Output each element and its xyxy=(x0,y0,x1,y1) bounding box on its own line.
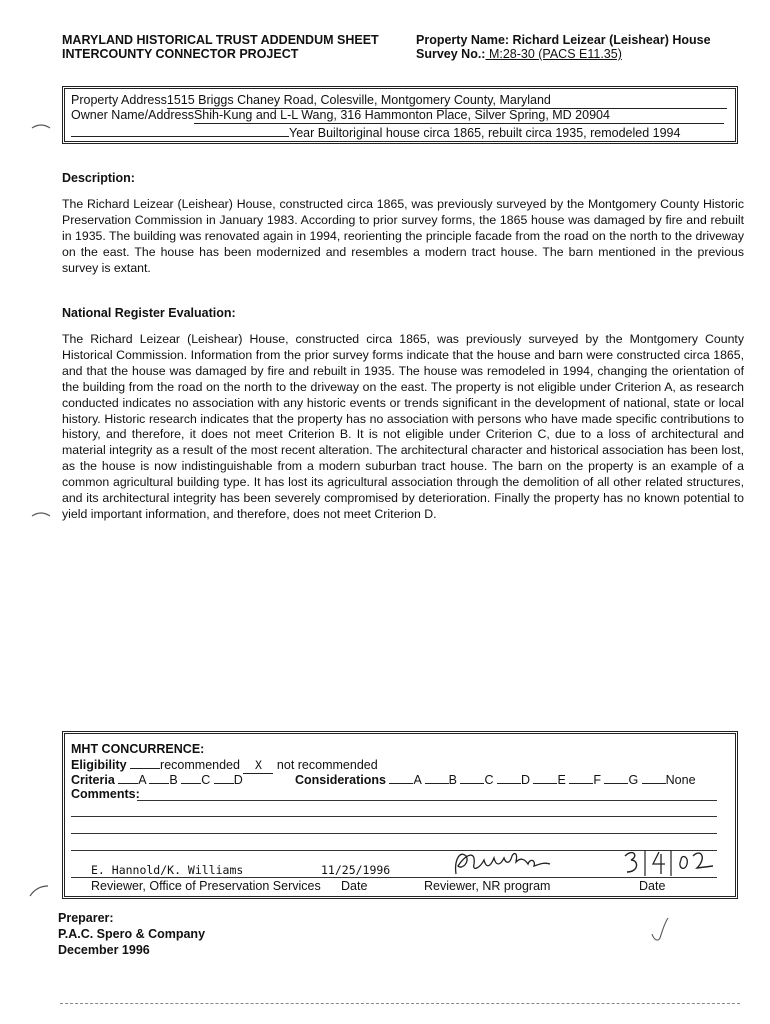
criteria-label: Criteria xyxy=(71,773,115,787)
cons-blank-e xyxy=(533,772,557,784)
criteria-a: A xyxy=(138,773,146,787)
survey-number xyxy=(416,47,622,62)
cons-f: F xyxy=(593,773,601,787)
criteria-d: D xyxy=(233,773,243,787)
evaluation-text: The Richard Leizear (Leishear) House, constructed circa 1865, was previously surveyed by the Montgomery County Historical Commission. Information from the prior survey forms indicate that the house and barn were constructed circa 1865, and that the house was damaged by fire and rebuilt in 1935. The house was remodeled in 1994, changing the orientation of the building from the road on the north to the driveway on the east. The property is not eligible under Criterion A, as research conducted indicates no association with any historic events or trends significant in the development of national, state or local history. Historic research indicates that the property has no association with persons who have made specific contributions to history, and therefore, it does not meet Criterion B. It is not eligible under Criterion C, due to a loss of architectural and material integrity as a result of the most recent alteration. The architectural character and historical association has been lost, as the house is now indistinguishable from a modern suburban tract house. The barn on the property is an example of a common agricultural building type. It has lost its agricultural association through the demolition of all other related structures, and its architectural integrity has been severely compromised by deterioration. Finally the property has no known potential to yield important information, and therefore, does not meet Criterion D. xyxy=(62,332,744,521)
reviewer1-date: 11/25/1996 xyxy=(321,863,391,877)
address-line xyxy=(71,93,727,109)
cons-c: C xyxy=(484,773,494,787)
criteria-blank-d xyxy=(214,772,234,784)
mht-concurrence-box xyxy=(62,731,738,899)
cons-b: B xyxy=(448,773,457,787)
description-heading: Description: xyxy=(62,171,135,185)
year-line xyxy=(71,123,682,142)
cons-blank-f xyxy=(569,772,593,784)
reviewer2-caption: Reviewer, NR program xyxy=(424,879,551,893)
cons-none: None xyxy=(665,773,696,787)
recommended-blank xyxy=(130,757,160,769)
cons-e: E xyxy=(557,773,566,787)
page-bottom-edge xyxy=(60,1003,740,1004)
cons-a: A xyxy=(413,773,422,787)
cons-blank-d xyxy=(497,772,521,784)
margin-mark-1 xyxy=(30,120,52,132)
reviewer1-caption: Reviewer, Office of Preservation Services xyxy=(91,879,321,893)
signature-line xyxy=(71,877,717,878)
owner-value: Shih-Kung and L-L Wang, 316 Hammonton Place, Silver Spring, MD 20904 xyxy=(194,108,724,124)
property-name: Property Name: Richard Leizear (Leishear) House xyxy=(416,33,711,47)
criteria-row xyxy=(71,772,243,788)
preparer-label: Preparer: xyxy=(58,911,114,925)
comments-line-2 xyxy=(71,816,717,817)
year-label: Year Built xyxy=(289,126,343,140)
evaluation-heading: National Register Evaluation: xyxy=(62,306,236,320)
description-text: The Richard Leizear (Leishear) House, constructed circa 1865, was previously surveyed by the Montgomery County Historic Preservation Commission in January 1983. According to prior survey forms, the 1865 house was damaged by fire and rebuilt in 1935. The building was renovated again in 1994, reorienting the principle facade from the road on the north to the driveway on the east. The house has been modernized and resembles a modern tract house. The barn mentioned in the previous survey is extant. xyxy=(62,197,744,275)
comments-line-3 xyxy=(71,833,717,834)
preparer-date: December 1996 xyxy=(58,943,150,957)
cons-g: G xyxy=(628,773,639,787)
criteria-blank-c xyxy=(181,772,201,784)
not-recommended-mark: X xyxy=(243,758,273,774)
preparer-company: P.A.C. Spero & Company xyxy=(58,927,206,941)
comments-line-1 xyxy=(137,800,717,801)
eligibility-label: Eligibility xyxy=(71,758,127,772)
address-value: 1515 Briggs Chaney Road, Colesville, Montgomery County, Maryland xyxy=(167,93,727,109)
criteria-blank-a xyxy=(118,772,138,784)
margin-mark-3 xyxy=(28,884,50,898)
reviewer2-signature xyxy=(450,846,565,880)
date-caption: Date xyxy=(341,879,368,893)
cons-blank-a xyxy=(389,772,413,784)
header-left-line1: MARYLAND HISTORICAL TRUST ADDENDUM SHEET xyxy=(62,33,379,47)
cons-blank-b xyxy=(425,772,449,784)
property-info-box xyxy=(62,86,738,144)
reviewer1-name: E. Hannold/K. Williams xyxy=(91,863,244,877)
cons-d: D xyxy=(520,773,530,787)
concurrence-title: MHT CONCURRENCE: xyxy=(71,742,205,756)
criteria-blank-b xyxy=(149,772,169,784)
recommended-label: recommended xyxy=(160,758,240,772)
margin-mark-2 xyxy=(30,508,52,520)
survey-value: M:28-30 (PACS E11.35) xyxy=(485,47,622,61)
owner-line xyxy=(71,108,724,124)
considerations-row xyxy=(295,772,696,788)
check-mark xyxy=(648,916,672,946)
cons-blank-g xyxy=(604,772,628,784)
considerations-label: Considerations xyxy=(295,773,386,787)
reviewer2-date-handwritten xyxy=(621,846,721,878)
cons-blank-none xyxy=(642,772,666,784)
owner-label: Owner Name/Address xyxy=(71,108,194,122)
not-recommended-label: not recommended xyxy=(276,758,378,772)
criteria-b: B xyxy=(169,773,178,787)
comments-label: Comments: xyxy=(71,787,140,801)
date2-caption: Date xyxy=(639,879,666,893)
year-value: original house circa 1865, rebuilt circa 1935, remodeled 1994 xyxy=(342,126,681,140)
criteria-c: C xyxy=(201,773,211,787)
header-left-line2: INTERCOUNTY CONNECTOR PROJECT xyxy=(62,47,299,61)
address-label: Property Address xyxy=(71,93,167,107)
survey-label: Survey No.: xyxy=(416,47,486,61)
year-blank xyxy=(71,123,289,137)
cons-blank-c xyxy=(460,772,484,784)
